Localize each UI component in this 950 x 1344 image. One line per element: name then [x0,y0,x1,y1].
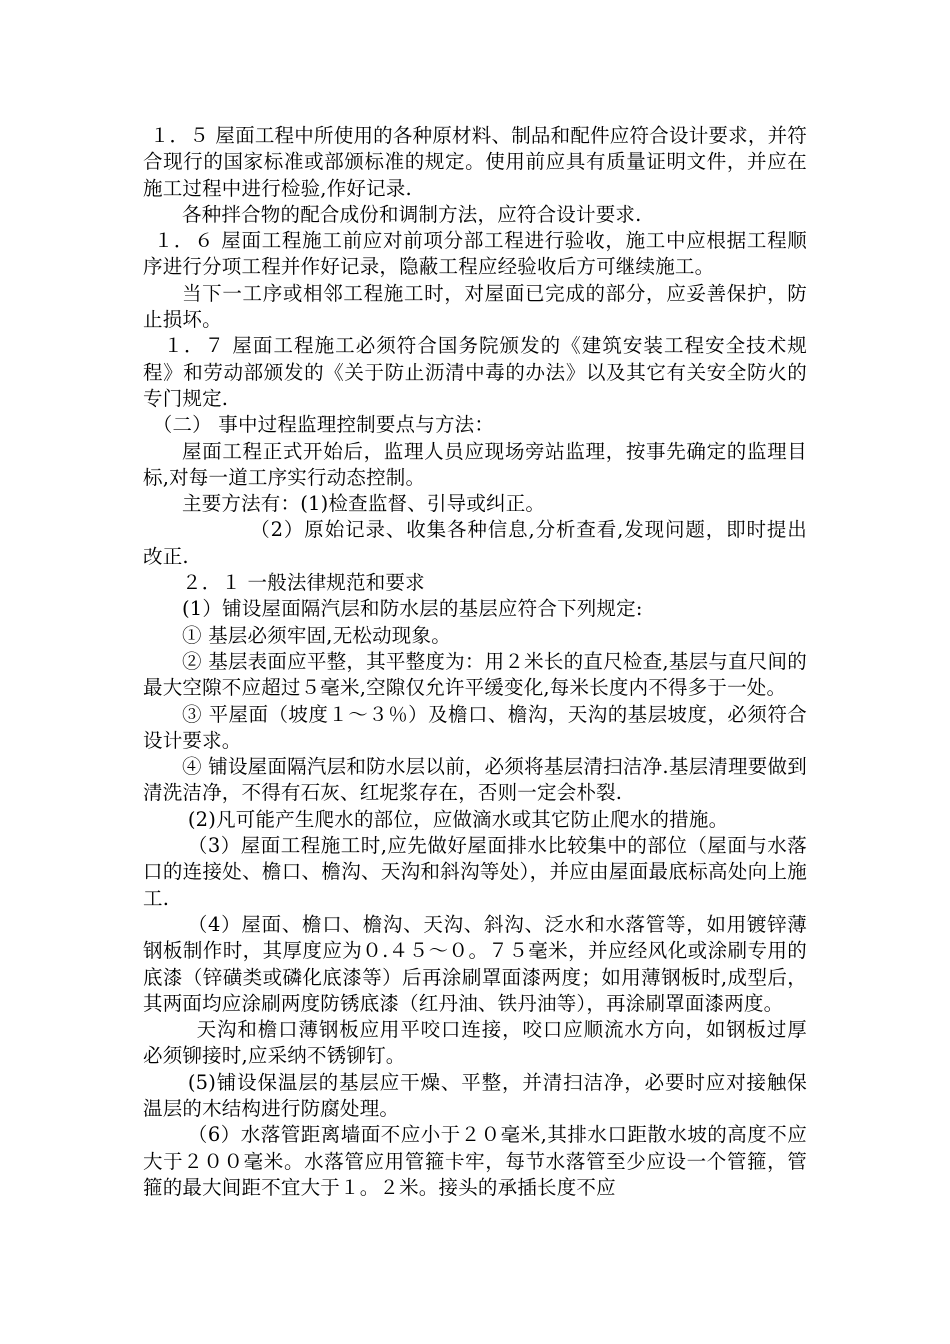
paragraph-item-2: (2)凡可能产生爬水的部位，应做滴水或其它防止爬水的措施。 [187,807,729,831]
paragraph-1-7: １．７ 屋面工程施工必须符合国务院颁发的《建筑安装工程安全技术规程》和劳动部颁发的《关于防止沥清中毒的办法》以及其它有关安全防火的专门规定. [143,334,807,410]
paragraph-mix-ratio: 各种拌合物的配合成份和调制方法，应符合设计要求. [182,202,642,226]
paragraph-protection: 当下一工序或相邻工程施工时，对屋面已完成的部分，应妥善保护，防止损坏。 [143,281,807,332]
paragraph-item-3: （3）屋面工程施工时,应先做好屋面排水比较集中的部位（屋面与水落口的连接处、檐口、檐沟、天沟和斜沟等处），并应由屋面最底标高处向上施工. [143,834,807,910]
document-body [143,123,807,1201]
paragraph-1-5: １．５ 屋面工程中所使用的各种原材料、制品和配件应符合设计要求，并符合现行的国家标准或部颁标准的规定。使用前应具有质量证明文件，并应在施工过程中进行检验,作好记录. [143,124,807,200]
paragraph-item-4: （4）屋面、檐口、檐沟、天沟、斜沟、泛水和水落管等，如用镀锌薄钢板制作时，其厚度应为０.４５～０。７５毫米，并应经风化或涂刷专用的底漆（锌磺类或磷化底漆等）后再涂刷罩面漆两度；如用薄钢板时,成型后，其两面均应涂刷两度防锈底漆（红丹油、铁丹油等），再涂刷罩面漆两度。 [143,912,807,1015]
paragraph-item-6: （6）水落管距离墙面不应小于２０毫米,其排水口距散水坡的高度不应大于２００毫米。水落管应用管箍卡牢，每节水落管至少应设一个管箍，管箍的最大间距不宜大于１。２米。接头的承插长度不应 [143,1123,807,1199]
paragraph-gutter-joint: 天沟和檐口薄钢板应用平咬口连接，咬口应顺流水方向，如钢板过厚必须铆接时,应采纳不锈铆钉。 [143,1018,807,1068]
paragraph-item-1-c: ③ 平屋面（坡度１～３％）及檐口、檐沟，天沟的基层坡度，必须符合设计要求。 [143,702,807,752]
paragraph-item-1-a: ① 基层必须牢固,无松动现象。 [182,623,451,647]
paragraph-1-6: １．６ 屋面工程施工前应对前项分部工程进行验收，施工中应根据工程顺序进行分项工程并作好记录，隐蔽工程应经验收后方可继续施工。 [143,229,807,279]
paragraph-item-1-b: ② 基层表面应平整，其平整度为：用２米长的直尺检查,基层与直尺间的最大空隙不应超过５毫米,空隙仅允许平缓变化,每米长度内不得多于一处。 [143,649,807,700]
section-heading-2: （二） 事中过程监理控制要点与方法： [152,413,495,437]
paragraph-supervision: 屋面工程正式开始后，监理人员应现场旁站监理，按事先确定的监理目标,对每一道工序实行动态控制。 [143,439,807,489]
paragraph-item-1: (1）铺设屋面隔汽层和防水层的基层应符合下列规定: [182,597,643,621]
paragraph-item-1-d: ④ 铺设屋面隔汽层和防水层以前，必须将基层清扫洁净.基层清理要做到清洗洁净，不得有石灰、红坭浆存在，否则一定会朴裂. [143,755,807,805]
paragraph-item-5: (5)铺设保温层的基层应干燥、平整，并清扫洁净，必要时应对接触保温层的木结构进行防腐处理。 [143,1070,807,1120]
paragraph-methods-2: （2）原始记录、收集各种信息,分析查看,发现问题，即时提出改正. [143,518,807,568]
paragraph-methods-1: 主要方法有：(1)检查监督、引导或纠正。 [182,492,546,516]
paragraph-2-1-heading: ２．１ 一般法律规范和要求 [182,571,425,595]
